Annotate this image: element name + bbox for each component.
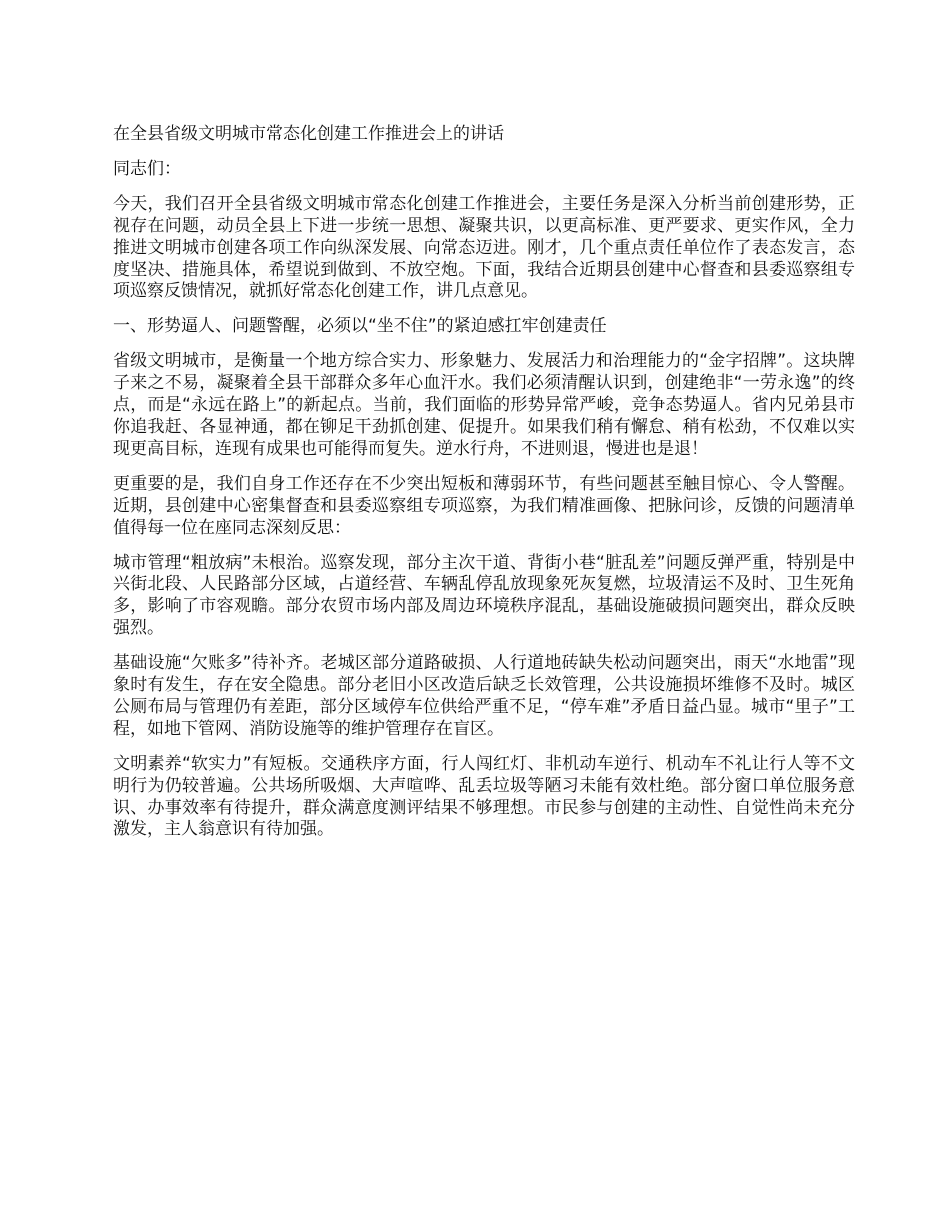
paragraph-civility: 文明素养“软实力”有短板。交通秩序方面，行人闯红灯、非机动车逆行、机动车不礼让行人等不文明行为仍较普遍。公共场所吸烟、大声喧哗、乱丢垃圾等陋习未能有效杜绝。部分窗口单位服务意识、办事效率有待提升，群众满意度测评结果不够理想。市民参与创建的主动性、自觉性尚未充分激发，主人翁意识有待加强。 xyxy=(113,753,855,840)
paragraph-city-management: 城市管理“粗放病”未根治。巡察发现，部分主次干道、背街小巷“脏乱差”问题反弹严重，特别是中兴街北段、人民路部分区域，占道经营、车辆乱停乱放现象死灰复燃，垃圾清运不及时、卫生死角多，影响了市容观瞻。部分农贸市场内部及周边环境秩序混乱，基础设施破损问题突出，群众反映强烈。 xyxy=(113,552,855,639)
paragraph-problems-intro: 更重要的是，我们自身工作还存在不少突出短板和薄弱环节，有些问题甚至触目惊心、令人警醒。近期，县创建中心密集督查和县委巡察组专项巡察，为我们精准画像、把脉问诊，反馈的问题清单值得每一位在座同志深刻反思： xyxy=(113,473,855,538)
section-heading-1: 一、形势逼人、问题警醒，必须以“坐不住”的紧迫感扛牢创建责任 xyxy=(113,316,607,337)
paragraph-infrastructure: 基础设施“欠账多”待补齐。老城区部分道路破损、人行道地砖缺失松动问题突出，雨天“水地雷”现象时有发生，存在安全隐患。部分老旧小区改造后缺乏长效管理，公共设施损坏维修不及时。城区公厕布局与管理仍有差距，部分区域停车位供给严重不足，“停车难”矛盾日益凸显。城市“里子”工程，如地下管网、消防设施等的维护管理存在盲区。 xyxy=(113,653,855,739)
document-title: 在全县省级文明城市常态化创建工作推进会上的讲话 xyxy=(113,124,504,144)
document-page xyxy=(113,124,855,854)
paragraph-opening: 今天，我们召开全县省级文明城市常态化创建工作推进会，主要任务是深入分析当前创建形势，正视存在问题，动员全县上下进一步统一思想、凝聚共识，以更高标准、更严要求、更实作风，全力推进文明城市创建各项工作向纵深发展、向常态迈进。刚才，几个重点责任单位作了表态发言，态度坚决、措施具体，希望说到做到、不放空炮。下面，我结合近期县创建中心督查和县委巡察组专项巡察反馈情况，就抓好常态化创建工作，讲几点意见。 xyxy=(113,193,855,302)
salutation: 同志们： xyxy=(113,158,181,179)
paragraph-situation: 省级文明城市，是衡量一个地方综合实力、形象魅力、发展活力和治理能力的“金字招牌”。这块牌子来之不易，凝聚着全县干部群众多年心血汗水。我们必须清醒认识到，创建绝非“一劳永逸”的终点，而是“永远在路上”的新起点。当前，我们面临的形势异常严峻，竞争态势逼人。省内兄弟县市你追我赶、各显神通，都在铆足干劲抓创建、促提升。如果我们稍有懈怠、稍有松劲，不仅难以实现更高目标，连现有成果也可能得而复失。逆水行舟，不进则退，慢进也是退！ xyxy=(113,351,855,459)
